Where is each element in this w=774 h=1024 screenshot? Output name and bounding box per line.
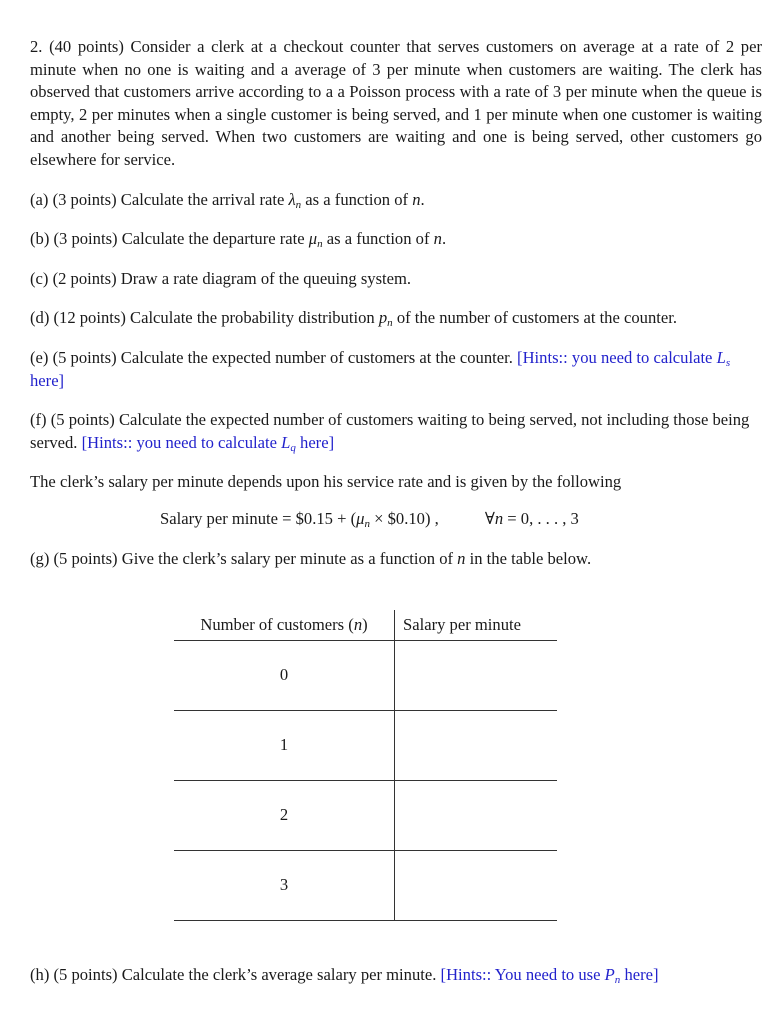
part-e — [30, 347, 762, 392]
formula-left: Salary per minute = $0.15 + ( — [160, 508, 357, 528]
ls-symbol: L — [716, 347, 726, 367]
table-header-row — [174, 610, 557, 641]
salary-cell — [395, 711, 558, 781]
hint-f-post: here] — [295, 432, 335, 452]
hint-h-post: here] — [620, 965, 659, 984]
part-h-text: (h) (5 points) Calculate the clerk’s average salary per minute. — [30, 965, 441, 984]
header-salary-per-minute: Salary per minute — [395, 610, 558, 641]
customers-cell: 1 — [174, 711, 395, 781]
lambda-subscript: n — [295, 198, 302, 211]
formula-range: = 0, . . . , 3 — [503, 508, 579, 528]
formula-var: n — [494, 508, 504, 528]
part-f-text: (f) (5 points) Calculate the expected number of customers waiting to being served, not including those being served. — [30, 410, 750, 452]
lq-symbol: L — [281, 432, 291, 452]
formula-mu: μ — [356, 508, 365, 528]
mu-symbol: μ — [308, 229, 318, 249]
part-f-hint — [82, 433, 335, 452]
salary-cell — [395, 781, 558, 851]
part-a-var: n — [412, 189, 421, 209]
hint-e-pre: [Hints:: you need to calculate — [517, 347, 717, 367]
header-c1-post: ) — [362, 614, 368, 634]
part-e-text: (e) (5 points) Calculate the expected number of customers at the counter. — [30, 347, 518, 367]
customers-cell: 2 — [174, 781, 395, 851]
part-f — [30, 409, 762, 454]
part-b — [30, 228, 762, 251]
hint-e-post: here] — [30, 370, 65, 390]
part-d — [30, 307, 762, 330]
part-a-post: as a function of — [301, 189, 413, 209]
header-c1-var: n — [353, 614, 363, 634]
ls-subscript: s — [725, 356, 731, 369]
lq-subscript: q — [290, 441, 296, 454]
part-d-post: of the number of customers at the counter. — [392, 308, 677, 328]
pn-subscript: n — [614, 974, 621, 986]
part-b-text: (b) (3 points) Calculate the departure rate — [30, 229, 309, 249]
lambda-symbol: λ — [288, 189, 296, 209]
after-table — [30, 964, 762, 987]
part-b-end: . — [441, 229, 447, 249]
header-number-of-customers — [174, 610, 395, 641]
part-b-post: as a function of — [322, 229, 434, 249]
problem-intro: 2. (40 points) Consider a clerk at a checkout counter that serves customers on average at a rate of 2 per minute when no one is waiting and a average of 3 per minute when customers are waiting. The clerk has observed that customers arrive according to a a Poisson process with a rate of 3 per minute when the queue is empty, 2 per minutes when a single customer is being served, and 1 per minute when one customer is waiting and another being served. When two customers are waiting and one is being served, other customers go elsewhere for service. — [30, 37, 762, 169]
salary-cell — [395, 851, 558, 921]
table-row — [174, 781, 557, 851]
part-h-hint — [441, 965, 659, 984]
hint-f-pre: [Hints:: you need to calculate — [81, 432, 282, 452]
table-row — [174, 641, 557, 711]
part-a-end: . — [420, 189, 425, 209]
p-subscript: n — [387, 317, 393, 330]
table-row — [174, 711, 557, 781]
customers-cell: 3 — [174, 851, 395, 921]
table-row — [174, 851, 557, 921]
part-a-text: (a) (3 points) Calculate the arrival rate — [30, 189, 289, 209]
part-d-text: (d) (12 points) Calculate the probability distribution — [30, 308, 379, 328]
salary-cell — [395, 641, 558, 711]
salary-formula — [30, 508, 762, 531]
part-g-var: n — [457, 548, 466, 568]
mu-subscript: n — [317, 238, 323, 251]
part-g — [30, 548, 762, 571]
part-g-text: (g) (5 points) Give the clerk’s salary per minute as a function of — [30, 548, 458, 568]
salary-table — [174, 610, 557, 921]
pn-symbol: P — [604, 965, 615, 984]
formula-mu-sub: n — [364, 517, 370, 530]
forall-symbol: ∀ — [484, 508, 495, 528]
p-symbol: p — [378, 308, 388, 328]
header-c1-pre: Number of customers ( — [200, 614, 354, 634]
part-a — [30, 189, 762, 212]
part-c: (c) (2 points) Draw a rate diagram of the queuing system. — [30, 268, 412, 288]
formula-right: × $0.10) , — [369, 508, 439, 528]
problem-page — [30, 36, 762, 570]
part-h — [30, 964, 762, 987]
salary-intro: The clerk’s salary per minute depends upon his service rate and is given by the following — [30, 472, 622, 492]
part-b-var: n — [433, 229, 442, 249]
hint-h-pre: [Hints:: You need to use — [440, 965, 605, 984]
customers-cell: 0 — [174, 641, 395, 711]
part-g-post: in the table below. — [465, 548, 592, 568]
